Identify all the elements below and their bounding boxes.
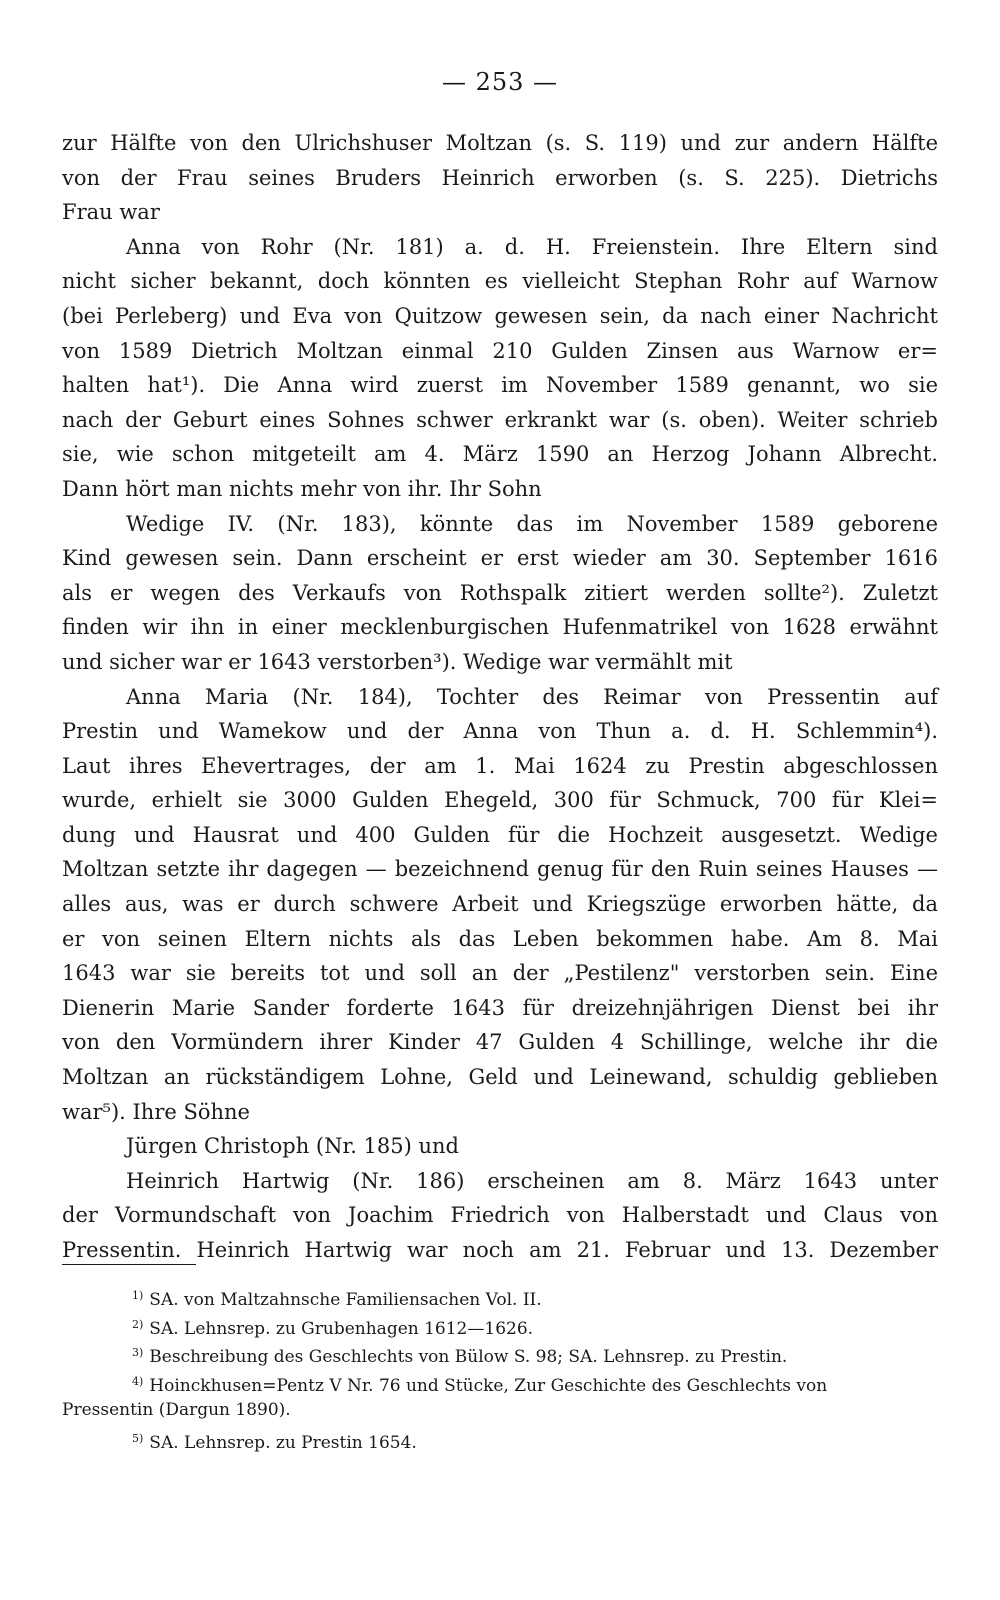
text-line: (bei Perleberg) und Eva von Quitzow gewesen sein, da nach einer Nachricht [62, 303, 938, 328]
text-line: als er wegen des Verkaufs von Rothspalk zitiert werden sollte²). Zuletzt [62, 580, 938, 605]
text-line: Frau war [62, 200, 160, 225]
footnote [62, 1368, 938, 1397]
text-line: halten hat¹). Die Anna wird zuerst im November 1589 genannt, wo sie [62, 373, 938, 398]
text-line: Dienerin Marie Sander forderte 1643 für dreizehnjährigen Dienst bei ihr [62, 995, 938, 1020]
footnote [62, 1425, 938, 1454]
footnote-text: SA. Lehnsrep. zu Prestin 1654. [149, 1432, 417, 1453]
text-line: finden wir ihn in einer mecklenburgischen Hufenmatrikel von 1628 erwähnt [62, 615, 938, 640]
footnote-mark: 2) [132, 1317, 144, 1331]
text-line: 1643 war sie bereits tot und soll an der „Pestilenz" verstorben sein. Eine [62, 961, 938, 986]
text-line: Anna Maria (Nr. 184), Tochter des Reimar von Pressentin auf [126, 684, 938, 709]
text-line: Jürgen Christoph (Nr. 185) und [126, 1134, 459, 1159]
footnote-mark: 5) [132, 1431, 144, 1445]
text-line: Wedige IV. (Nr. 183), könnte das im November 1589 geborene [126, 511, 938, 536]
text-line: nicht sicher bekannt, doch könnten es vielleicht Stephan Rohr auf Warnow [62, 269, 938, 294]
text-line: von den Vormündern ihrer Kinder 47 Gulden 4 Schillinge, welche ihr die [62, 1030, 938, 1055]
text-line: wurde, erhielt sie 3000 Gulden Ehegeld, 300 für Schmuck, 700 für Klei= [62, 788, 938, 813]
text-line: von 1589 Dietrich Moltzan einmal 210 Gulden Zinsen aus Warnow er= [62, 338, 938, 363]
text-line: Dann hört man nichts mehr von ihr. Ihr Sohn [62, 476, 542, 501]
footnote-mark: 3) [132, 1346, 144, 1359]
body-text [62, 126, 938, 1268]
footnote [62, 1339, 938, 1368]
footnotes [62, 1282, 938, 1453]
text-line: alles aus, was er durch schwere Arbeit und Kriegszüge erworben hätte, da [62, 892, 938, 917]
text-line: Laut ihres Ehevertrages, der am 1. Mai 1624 zu Prestin abgeschlossen [62, 753, 938, 778]
footnote-text: SA. von Maltzahnsche Familiensachen Vol. II. [149, 1290, 542, 1310]
footnote [62, 1311, 938, 1340]
text-line: der Vormundschaft von Joachim Friedrich von Halberstadt und Claus von [62, 1203, 938, 1228]
text-line: sie, wie schon mitgeteilt am 4. März 1590 an Herzog Johann Albrecht. [62, 442, 938, 467]
footnote-separator [62, 1264, 196, 1265]
text-line: Pressentin. Heinrich Hartwig war noch am 21. Februar und 13. Dezember [62, 1238, 938, 1262]
footnote [62, 1282, 938, 1311]
text-line: er von seinen Eltern nichts als das Leben bekommen habe. Am 8. Mai [62, 926, 938, 951]
footnote-mark: 4) [132, 1374, 144, 1388]
text-line: dung und Hausrat und 400 Gulden für die Hochzeit ausgesetzt. Wedige [62, 822, 938, 847]
footnote-text: Hoinckhusen=Pentz V Nr. 76 und Stücke, Zur Geschichte des Geschlechts von [149, 1375, 828, 1396]
text-line: war⁵). Ihre Söhne [62, 1099, 250, 1124]
footnote-continuation [62, 1396, 938, 1425]
text-line: Moltzan setzte ihr dagegen — bezeichnend genug für den Ruin seines Hauses — [62, 857, 938, 882]
text-line: von der Frau seines Bruders Heinrich erworben (s. S. 225). Dietrichs [62, 165, 938, 190]
footnote-text: Pressentin (Dargun 1890). [62, 1400, 291, 1420]
footnote-text: SA. Lehnsrep. zu Grubenhagen 1612—1626. [149, 1318, 534, 1339]
text-line: und sicher war er 1643 verstorben³). Wedige war vermählt mit [62, 649, 733, 674]
text-line: zur Hälfte von den Ulrichshuser Moltzan (s. S. 119) und zur andern Hälfte [62, 131, 938, 155]
page-number: — 253 — [441, 68, 559, 96]
text-line: Prestin und Wamekow und der Anna von Thun a. d. H. Schlemmin⁴). [62, 719, 938, 744]
footnote-text: Beschreibung des Geschlechts von Bülow S. 98; SA. Lehnsrep. zu Prestin. [149, 1347, 788, 1367]
text-line: nach der Geburt eines Sohnes schwer erkrankt war (s. oben). Weiter schrieb [62, 407, 938, 432]
text-line: Moltzan an rückständigem Lohne, Geld und Leinewand, schuldig geblieben [62, 1065, 938, 1090]
text-line: Kind gewesen sein. Dann erscheint er erst wieder am 30. September 1616 [62, 546, 938, 571]
footnote-mark: 1) [132, 1289, 144, 1302]
text-line: Heinrich Hartwig (Nr. 186) erscheinen am 8. März 1643 unter [126, 1168, 938, 1193]
text-line: Anna von Rohr (Nr. 181) a. d. H. Freienstein. Ihre Eltern sind [126, 234, 938, 259]
